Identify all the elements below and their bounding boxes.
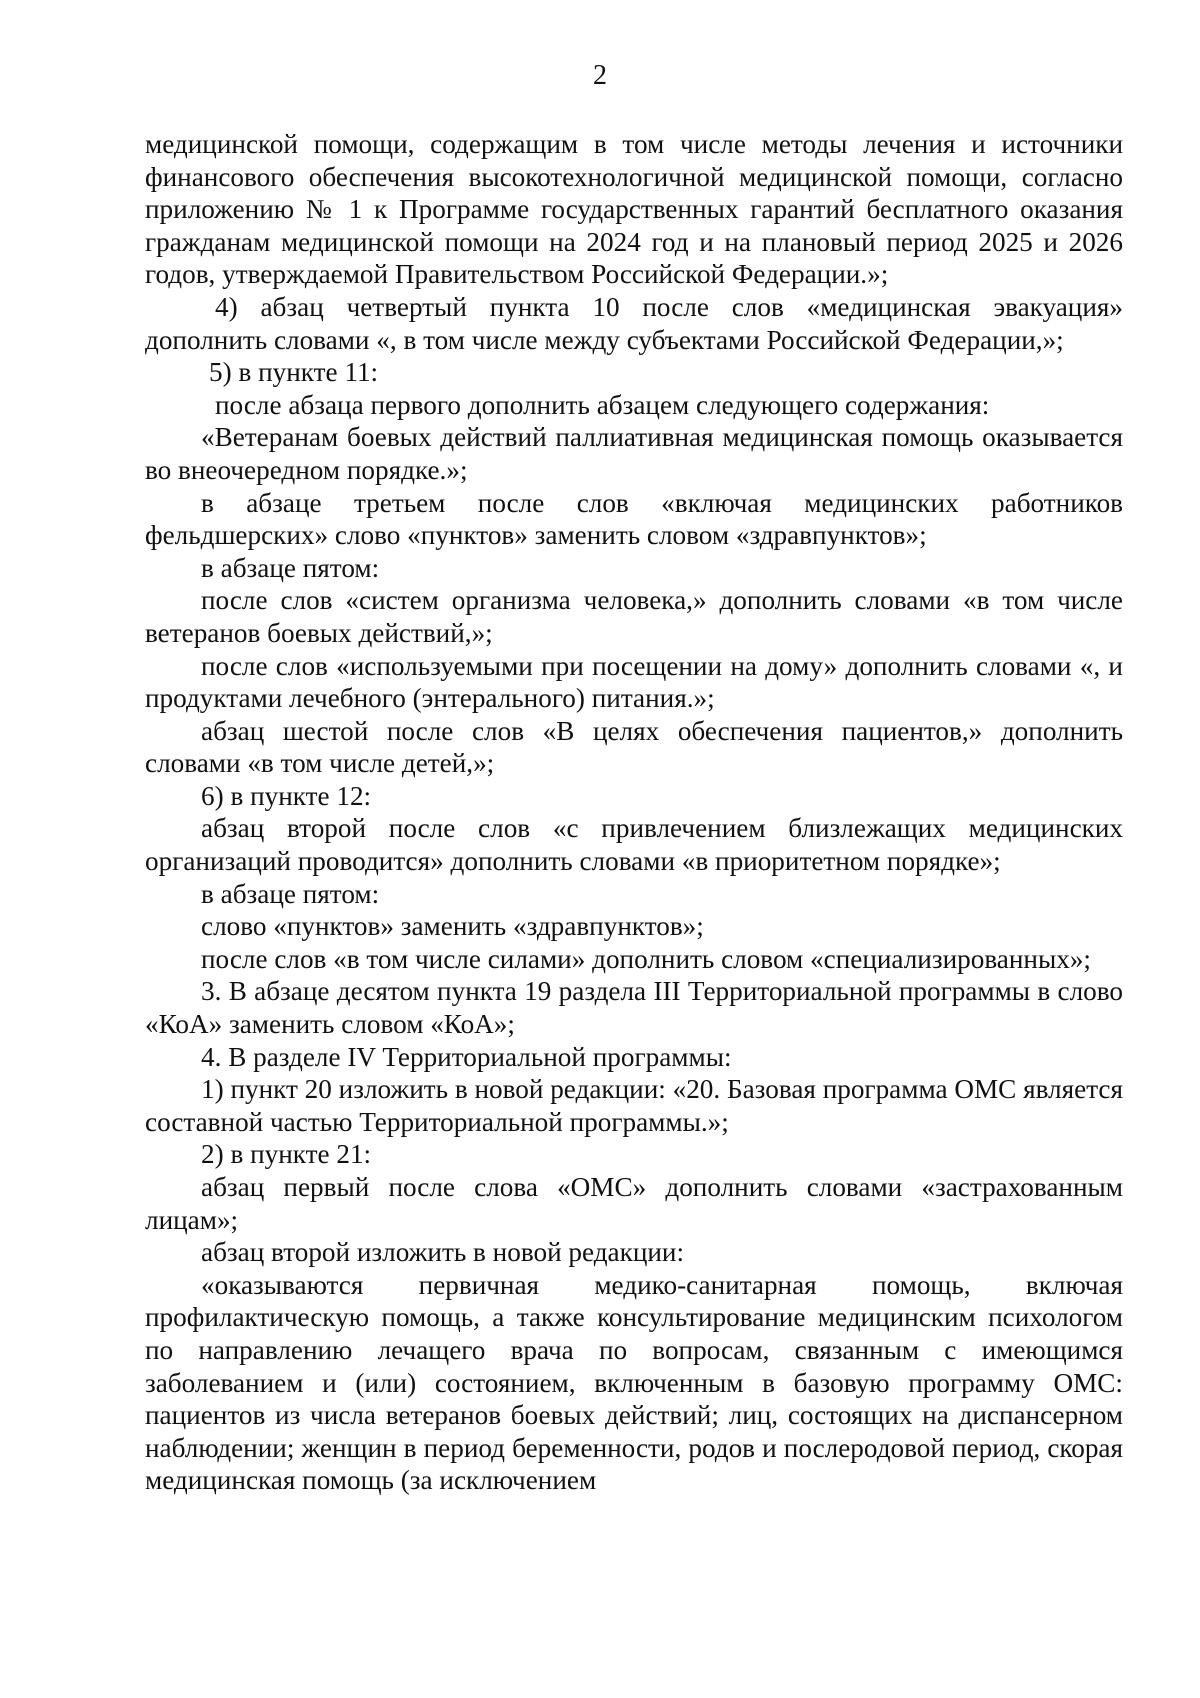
paragraph-home-visits: после слов «используемыми при посещении на дому» дополнить словами «, и продуктами лечебного (энтерального) питания.»; [145, 650, 1123, 714]
paragraph-quote-veterans: «Ветеранам боевых действий паллиативная медицинская помощь оказывается во внеочередном порядке.»; [145, 422, 1123, 485]
paragraph-abzac-third: в абзаце третьем после слов «включая медицинских работников фельдшерских» слово «пунктов» заменить словом «здравпунктов»; [145, 487, 1123, 551]
paragraph-item-4-punkt-10: 4) абзац четвертый пункта 10 после слов «медицинская эвакуация» дополнить словами «, в том числе между субъектами Российской Федерации,»; [145, 291, 1123, 355]
paragraph-abzac-sixth: абзац шестой после слов «В целях обеспечения пациентов,» дополнить словами «в том числе детей,»; [145, 715, 1123, 779]
page-number: 2 [593, 60, 607, 91]
paragraph-abzac-fifth-2: в абзаце пятом: [201, 878, 380, 909]
paragraph-quote-primary-care: «оказываются первичная медико-санитарная помощь, включая профилактическую помощь, а также консультирование медицинским психологом по направлению лечащего врача по вопросам, связанным с имеющимся заболеванием и (или) состоянием, включенным в базовую программу ОМС: пациентов из числа ветеранов боевых действий; лиц, состоящих на диспансерном наблюдении; женщин в период беременности, родов и послеродовой период, скорая медицинская помощь (за исключением [145, 1269, 1123, 1496]
paragraph-item-5-punkt-11: 5) в пункте 11: [209, 357, 379, 388]
paragraph-continuation: медицинской помощи, содержащим в том числе методы лечения и источники финансового обеспечения высокотехнологичной медицинской помощи, согласно приложению № 1 к Программе государственных гарантий бесплатного оказания гражданам медицинской помощи на 2024 год и на плановый период 2025 и 2026 годов, утверждаемой Правительством Российской Федерации.»; [145, 129, 1123, 290]
paragraph-after-first-abzac: после абзаца первого дополнить абзацем следующего содержания: [215, 389, 990, 420]
document-body [145, 128, 1123, 1497]
paragraph-section-4: 4. В разделе IV Территориальной программы: [201, 1041, 732, 1072]
paragraph-abzac-first-oms: абзац первый после слова «ОМС» дополнить словами «застрахованным лицам»; [145, 1172, 1123, 1235]
paragraph-abzac-fifth: в абзаце пятом: [201, 552, 380, 583]
paragraph-word-punktov: слово «пунктов» заменить «здравпунктов»; [201, 911, 704, 942]
paragraph-section-3: 3. В абзаце десятом пункта 19 раздела III Территориальной программы в слово «КоА» заменить словом «КоА»; [145, 976, 1123, 1040]
paragraph-systems-organism: после слов «систем организма человека,» дополнить словами «в том числе ветеранов боевых действий,»; [145, 585, 1123, 648]
paragraph-punkt-21: 2) в пункте 21: [201, 1139, 372, 1170]
paragraph-specialized: после слов «в том числе силами» дополнить словом «специализированных»; [201, 943, 1091, 974]
paragraph-abzac-second-priority: абзац второй после слов «с привлечением близлежащих медицинских организаций проводится» дополнить словами «в приоритетном порядке»; [145, 813, 1123, 877]
paragraph-punkt-20: 1) пункт 20 изложить в новой редакции: «20. Базовая программа ОМС является составной частью Территориальной программы.»; [145, 1074, 1123, 1137]
paragraph-abzac-second-new: абзац второй изложить в новой редакции: [201, 1237, 685, 1268]
paragraph-item-6-punkt-12: 6) в пункте 12: [201, 780, 372, 811]
